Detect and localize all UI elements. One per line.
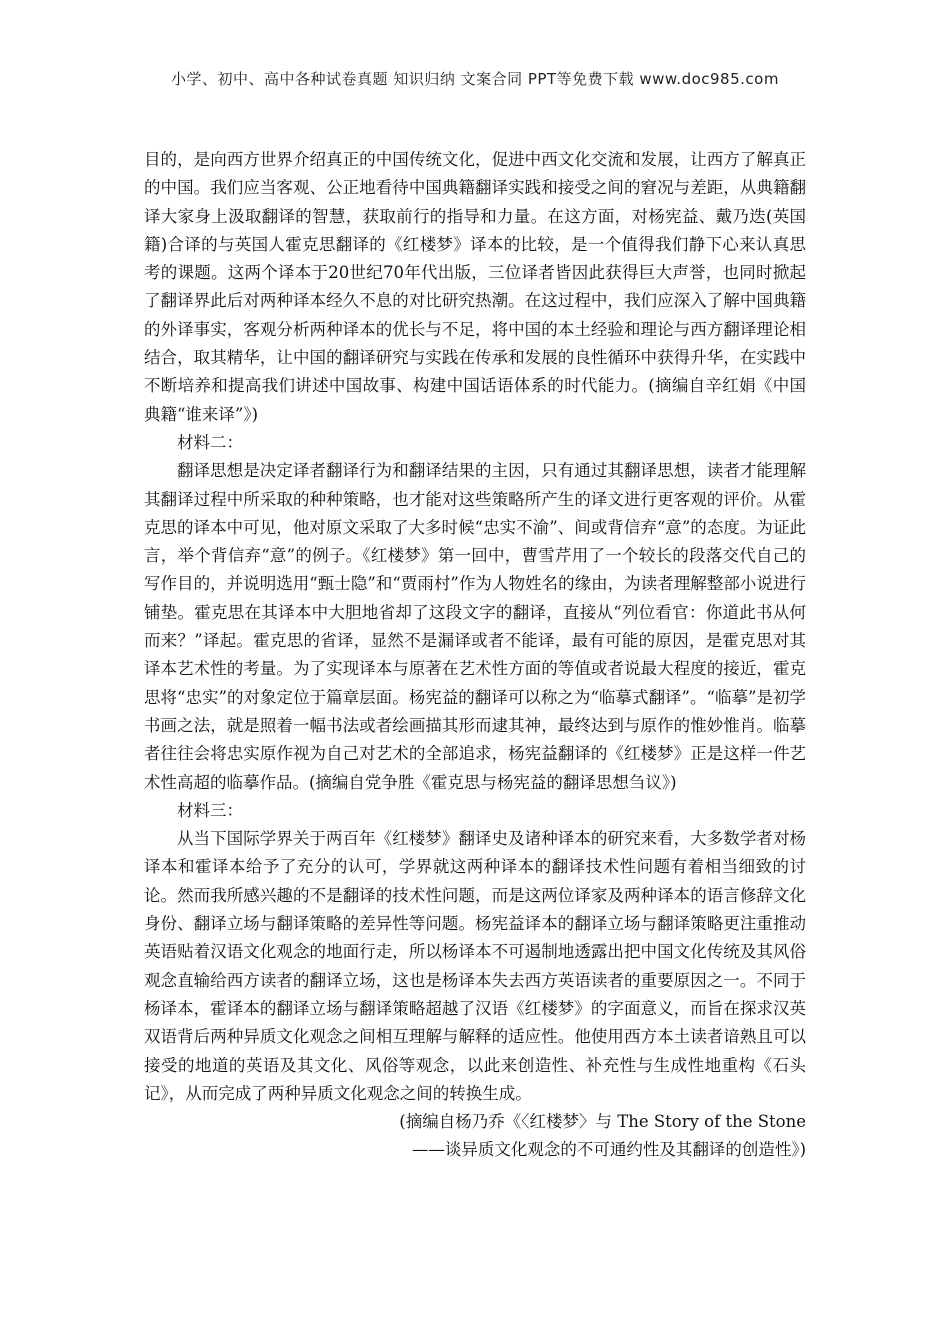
intro-paragraph: 目的，是向西方世界介绍真正的中国传统文化，促进中西文化交流和发展，让西方了解真正的中国。我们应当客观、公正地看待中国典籍翻译实践和接受之间的窘况与差距，从典籍翻译大家身上汲取翻译的智慧，获取前行的指导和力量。在这方面，对杨宪益、戴乃迭(英国籍)合译的与英国人霍克思翻译的《红楼梦》译本的比较，是一个值得我们静下心来认真思考的课题。这两个译本于20世纪70年代出版，三位译者皆因此获得巨大声誉，也同时掀起了翻译界此后对两种译本经久不息的对比研究热潮。在这过程中，我们应深入了解中国典籍的外译事实，客观分析两种译本的优长与不足，将中国的本土经验和理论与西方翻译理论相结合，取其精华，让中国的翻译研究与实践在传承和发展的良性循环中获得升华，在实践中不断培养和提高我们讲述中国故事、构建中国话语体系的时代能力。(摘编自辛红娟《中国典籍“谁来译”》): [144, 150, 806, 424]
material-two-label: 材料二：: [177, 432, 243, 452]
page-header: 小学、初中、高中各种试卷真题 知识归纳 文案合同 PPT等免费下载 www.doc985.com: [171, 70, 779, 88]
material-three-paragraph: 从当下国际学界关于两百年《红楼梦》翻译史及诸种译本的研究来看，大多数学者对杨译本和霍译本给予了充分的认可，学界就这两种译本的翻译技术性问题有着相当细致的讨论。然而我所感兴趣的不是翻译的技术性问题，而是这两位译家及两种译本的语言修辞文化身份、翻译立场与翻译策略的差异性等问题。杨宪益译本的翻译立场与翻译策略更注重推动英语贴着汉语文化观念的地面行走，所以杨译本不可遏制地透露出把中国文化传统及其风俗观念直输给西方读者的翻译立场，这也是杨译本失去西方英语读者的重要原因之一。不同于杨译本，霍译本的翻译立场与翻译策略超越了汉语《红楼梦》的字面意义，而旨在探求汉英双语背后两种异质文化观念之间相互理解与解释的适应性。他使用西方本土读者谙熟且可以接受的地道的英语及其文化、风俗等观念，以此来创造性、补充性与生成性地重构《石头记》，从而完成了两种异质文化观念之间的转换生成。: [144, 829, 806, 1103]
source-citation-line-1: (摘编自杨乃乔《〈红楼梦〉与 The Story of the Stone: [399, 1112, 806, 1132]
material-two-paragraph: 翻译思想是决定译者翻译行为和翻译结果的主因，只有通过其翻译思想，读者才能理解其翻译过程中所采取的种种策略，也才能对这些策略所产生的译文进行更客观的评价。从霍克思的译本中可见，他对原文采取了大多时候“忠实不渝”、间或背信弃“意”的态度。为证此言，举个背信弃“意”的例子。《红楼梦》第一回中，曹雪芹用了一个较长的段落交代自己的写作目的，并说明选用“甄士隐”和“贾雨村”作为人物姓名的缘由，为读者理解整部小说进行铺垫。霍克思在其译本中大胆地省却了这段文字的翻译，直接从“列位看官：你道此书从何而来？”译起。霍克思的省译，显然不是漏译或者不能译，最有可能的原因，是霍克思对其译本艺术性的考量。为了实现译本与原著在艺术性方面的等值或者说最大程度的接近，霍克思将“忠实”的对象定位于篇章层面。杨宪益的翻译可以称之为“临摹式翻译”。“临摹”是初学书画之法，就是照着一幅书法或者绘画描其形而逮其神，最终达到与原作的惟妙惟肖。临摹者往往会将忠实原作视为自己对艺术的全部追求，杨宪益翻译的《红楼梦》正是这样一件艺术性高超的临摹作品。(摘编自党争胜《霍克思与杨宪益的翻译思想刍议》): [144, 461, 806, 792]
material-three-label: 材料三：: [177, 800, 243, 820]
source-citation-line-2: ——谈异质文化观念的不可通约性及其翻译的创造性》): [411, 1140, 806, 1160]
article-body: [144, 146, 806, 1165]
